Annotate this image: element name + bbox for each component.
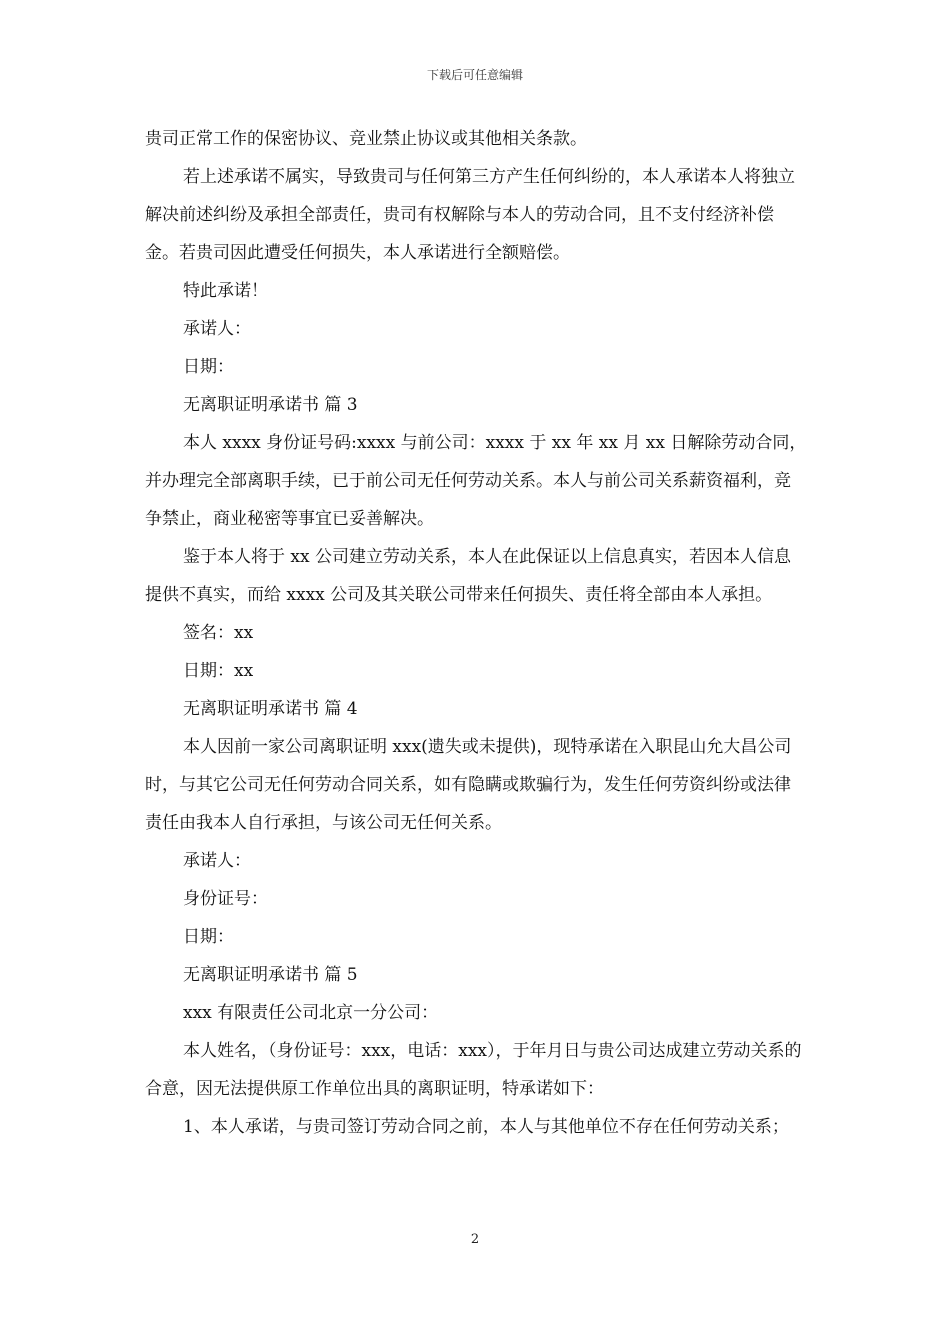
- signature-label: 承诺人：: [183, 851, 251, 871]
- signature-label: 承诺人：: [183, 319, 251, 339]
- section-title: 无离职证明承诺书 篇 4: [183, 699, 358, 719]
- page-header: 下载后可任意编辑: [426, 68, 523, 82]
- paragraph: 鉴于本人将于 xx 公司建立劳动关系，本人在此保证以上信息真实，若因本人信息提供不真实，而给 xxxx 公司及其关联公司带来任何损失、责任将全部由本人承担。: [145, 547, 791, 605]
- section-title: 无离职证明承诺书 篇 3: [183, 395, 358, 415]
- document-body: [145, 120, 807, 1146]
- section-title: 无离职证明承诺书 篇 5: [183, 965, 358, 985]
- id-number-label: 身份证号：: [183, 889, 268, 909]
- date-label: 日期：: [183, 357, 234, 377]
- list-item: 1、本人承诺，与贵司签订劳动合同之前，本人与其他单位不存在任何劳动关系；: [183, 1117, 789, 1137]
- date-label: 日期：xx: [183, 661, 254, 681]
- paragraph: 本人因前一家公司离职证明 xxx(遗失或未提供)，现特承诺在入职昆山允大昌公司时，与其它公司无任何劳动合同关系，如有隐瞒或欺骗行为，发生任何劳资纠纷或法律责任由我本人自行承担，与该公司无任何关系。: [145, 737, 792, 833]
- paragraph: 贵司正常工作的保密协议、竞业禁止协议或其他相关条款。: [145, 129, 587, 149]
- page-number: 2: [470, 1232, 480, 1247]
- paragraph: 本人 xxxx 身份证号码:xxxx 与前公司：xxxx 于 xx 年 xx 月 xx 日解除劳动合同，并办理完全部离职手续，已于前公司无任何劳动关系。本人与前公司关系薪资福利，竞争禁止，商业秘密等事宜已妥善解决。: [145, 433, 807, 529]
- addressee: xxx 有限责任公司北京一分公司：: [183, 1003, 439, 1023]
- date-label: 日期：: [183, 927, 234, 947]
- paragraph: 本人姓名，（身份证号：xxx，电话：xxx），于年月日与贵公司达成建立劳动关系的合意，因无法提供原工作单位出具的离职证明，特承诺如下：: [145, 1041, 802, 1099]
- paragraph: 特此承诺！: [183, 281, 268, 301]
- paragraph: 若上述承诺不属实，导致贵司与任何第三方产生任何纠纷的，本人承诺本人将独立解决前述纠纷及承担全部责任，贵司有权解除与本人的劳动合同，且不支付经济补偿金。若贵司因此遭受任何损失，本人承诺进行全额赔偿。: [145, 167, 795, 263]
- signature-label: 签名：xx: [183, 623, 254, 643]
